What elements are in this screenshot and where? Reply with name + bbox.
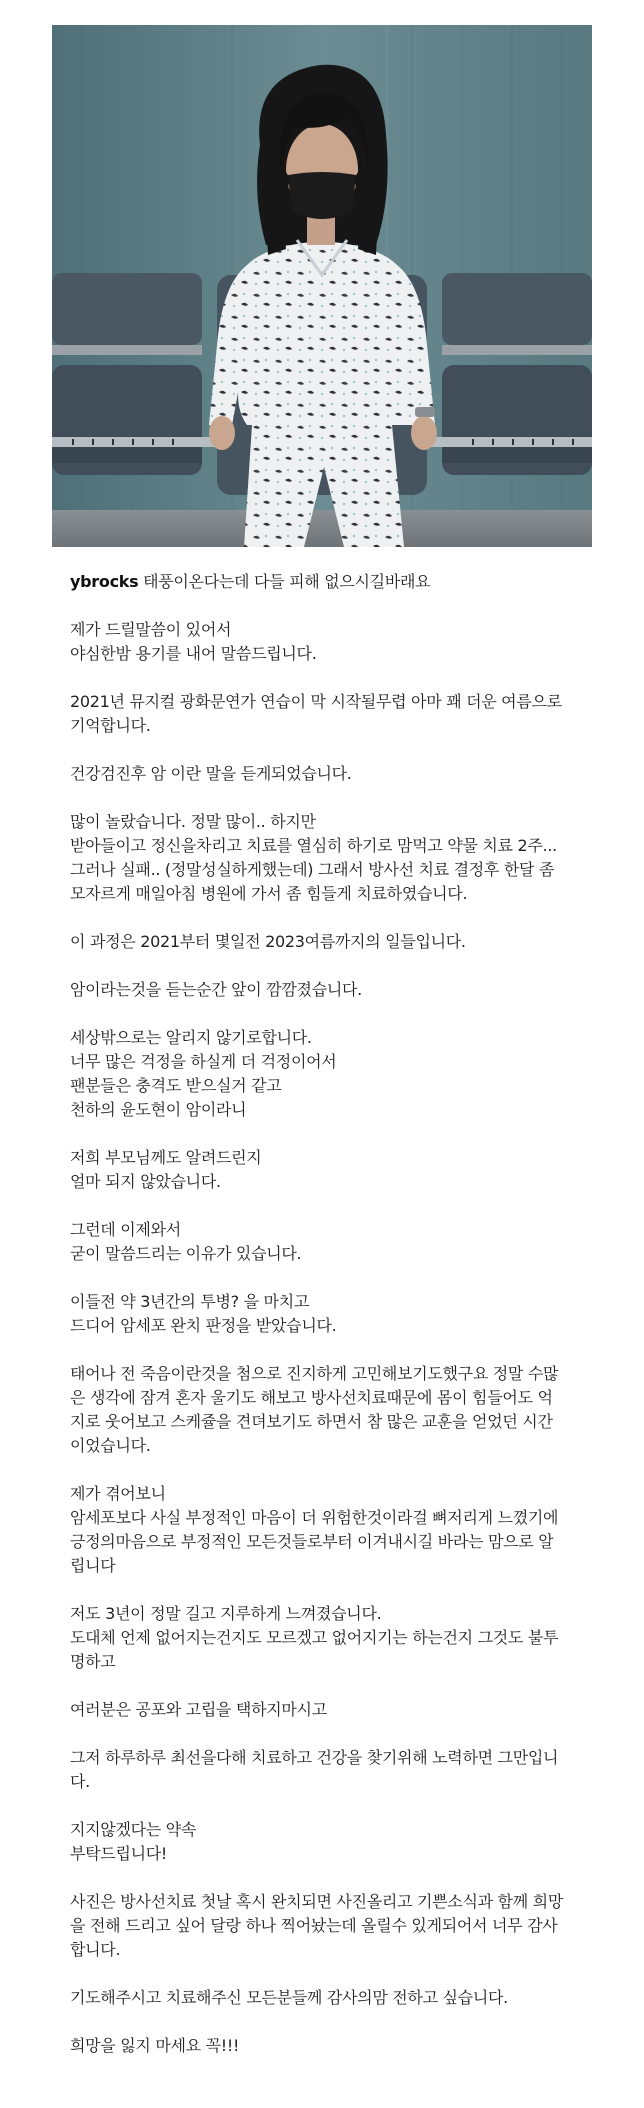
caption-line: 너무 많은 걱정을 하실게 더 걱정이어서 (70, 1052, 337, 1071)
patient-in-hospital-gown-image (52, 25, 592, 547)
caption-line: 여러분은 공포와 고립을 택하지마시고 (70, 1700, 327, 1719)
caption-line: 긍정의마음으로 부정적인 모든것들로부터 이겨내시길 바라는 맘으로 알 (70, 1532, 554, 1551)
caption-first-line (70, 570, 590, 594)
caption-text: 태풍이온다는데 다들 피해 없으시길바래요 (143, 572, 431, 591)
caption-line: 2021년 뮤지컬 광화문연가 연습이 막 시작될무렵 아마 꽤 더운 여름으로 (70, 692, 562, 711)
caption-line: 이 과정은 2021부터 몇일전 2023여름까지의 일들입니다. (70, 932, 466, 951)
caption-line: 세상밖으로는 알리지 않기로합니다. (70, 1028, 312, 1047)
caption-line: 을 전해 드리고 싶어 달랑 하나 찍어놨는데 올릴수 있게되어서 너무 감사 (70, 1916, 558, 1935)
caption-line: 천하의 윤도현이 암이라니 (70, 1100, 247, 1119)
caption-paragraph (70, 1602, 590, 1674)
caption-line: 명하고 (70, 1652, 116, 1671)
caption-line: 모자르게 매일아침 병원에 가서 좀 힘들게 치료하였습니다. (70, 884, 468, 903)
caption-line: 사진은 방사선치료 첫날 혹시 완치되면 사진올리고 기쁜소식과 함께 희망 (70, 1892, 563, 1911)
caption-line: 합니다. (70, 1940, 121, 1959)
caption-line: 이었습니다. (70, 1436, 151, 1455)
caption-line: 제가 겪어보니 (70, 1484, 166, 1503)
caption-line: 얼마 되지 않았습니다. (70, 1172, 221, 1191)
caption-line: 암세포보다 사실 부정적인 마음이 더 위험한것이라걸 뼈저리게 느꼈기에 (70, 1508, 559, 1527)
caption-line: 그러나 실패.. (정말성실하게했는데) 그래서 방사선 치료 결정후 한달 좀 (70, 860, 555, 879)
caption-paragraph (70, 2034, 590, 2058)
caption-line: 이들전 약 3년간의 투병? 을 마치고 (70, 1292, 310, 1311)
caption-paragraph (70, 930, 590, 954)
caption-paragraph (70, 1026, 590, 1122)
caption-line: 저도 3년이 정말 길고 지루하게 느껴졌습니다. (70, 1604, 382, 1623)
caption-line: 립니다 (70, 1556, 116, 1575)
caption-line: 그런데 이제와서 (70, 1220, 181, 1239)
caption-paragraph (70, 810, 590, 906)
caption-line: 드디어 암세포 완치 판정을 받았습니다. (70, 1316, 337, 1335)
caption-line: 팬분들은 충격도 받으실거 같고 (70, 1076, 282, 1095)
caption-paragraph (70, 1986, 590, 2010)
caption-line: 제가 드릴말씀이 있어서 (70, 620, 232, 639)
username[interactable]: ybrocks (70, 572, 139, 591)
caption-line: 암이라는것을 듣는순간 앞이 깜깜졌습니다. (70, 980, 362, 999)
caption-paragraph (70, 1698, 590, 1722)
caption-body (70, 618, 590, 2058)
caption-paragraph (70, 1482, 590, 1578)
caption-paragraph (70, 1890, 590, 1962)
caption-line: 부탁드립니다! (70, 1844, 168, 1863)
caption-paragraph (70, 1818, 590, 1866)
caption-line: 건강검진후 암 이란 말을 듣게되었습니다. (70, 764, 352, 783)
post-caption (70, 570, 590, 2082)
caption-paragraph (70, 618, 590, 666)
caption-line: 희망을 잃지 마세요 꼭!!! (70, 2036, 240, 2055)
caption-paragraph (70, 1362, 590, 1458)
caption-paragraph (70, 978, 590, 1002)
caption-paragraph (70, 1746, 590, 1794)
caption-line: 받아들이고 정신을차리고 치료를 열심히 하기로 맘먹고 약물 치료 2주... (70, 836, 557, 855)
caption-line: 저희 부모님께도 알려드린지 (70, 1148, 262, 1167)
caption-paragraph (70, 1146, 590, 1194)
caption-line: 굳이 말씀드리는 이유가 있습니다. (70, 1244, 302, 1263)
caption-line: 도대체 언제 없어지는건지도 모르겠고 없어지기는 하는건지 그것도 불투 (70, 1628, 559, 1647)
caption-line: 많이 놀랐습니다. 정말 많이.. 하지만 (70, 812, 316, 831)
hospital-photo (52, 25, 592, 547)
caption-line: 은 생각에 잠겨 혼자 울기도 해보고 방사선치료때문에 몸이 힘들어도 억 (70, 1388, 553, 1407)
caption-line: 지로 웃어보고 스케쥴을 견뎌보기도 하면서 참 많은 교훈을 얻었던 시간 (70, 1412, 553, 1431)
caption-line: 그저 하루하루 최선을다해 치료하고 건강을 찾기위해 노력하면 그만입니 (70, 1748, 559, 1767)
caption-line: 야심한밤 용기를 내어 말씀드립니다. (70, 644, 317, 663)
caption-line: 다. (70, 1772, 90, 1791)
caption-paragraph (70, 690, 590, 738)
caption-line: 기억합니다. (70, 716, 151, 735)
caption-paragraph (70, 762, 590, 786)
caption-line: 기도해주시고 치료해주신 모든분들께 감사의맘 전하고 싶습니다. (70, 1988, 508, 2007)
caption-paragraph (70, 1290, 590, 1338)
caption-line: 태어나 전 죽음이란것을 첨으로 진지하게 고민해보기도했구요 정말 수많 (70, 1364, 559, 1383)
caption-line: 지지않겠다는 약속 (70, 1820, 197, 1839)
caption-paragraph (70, 1218, 590, 1266)
